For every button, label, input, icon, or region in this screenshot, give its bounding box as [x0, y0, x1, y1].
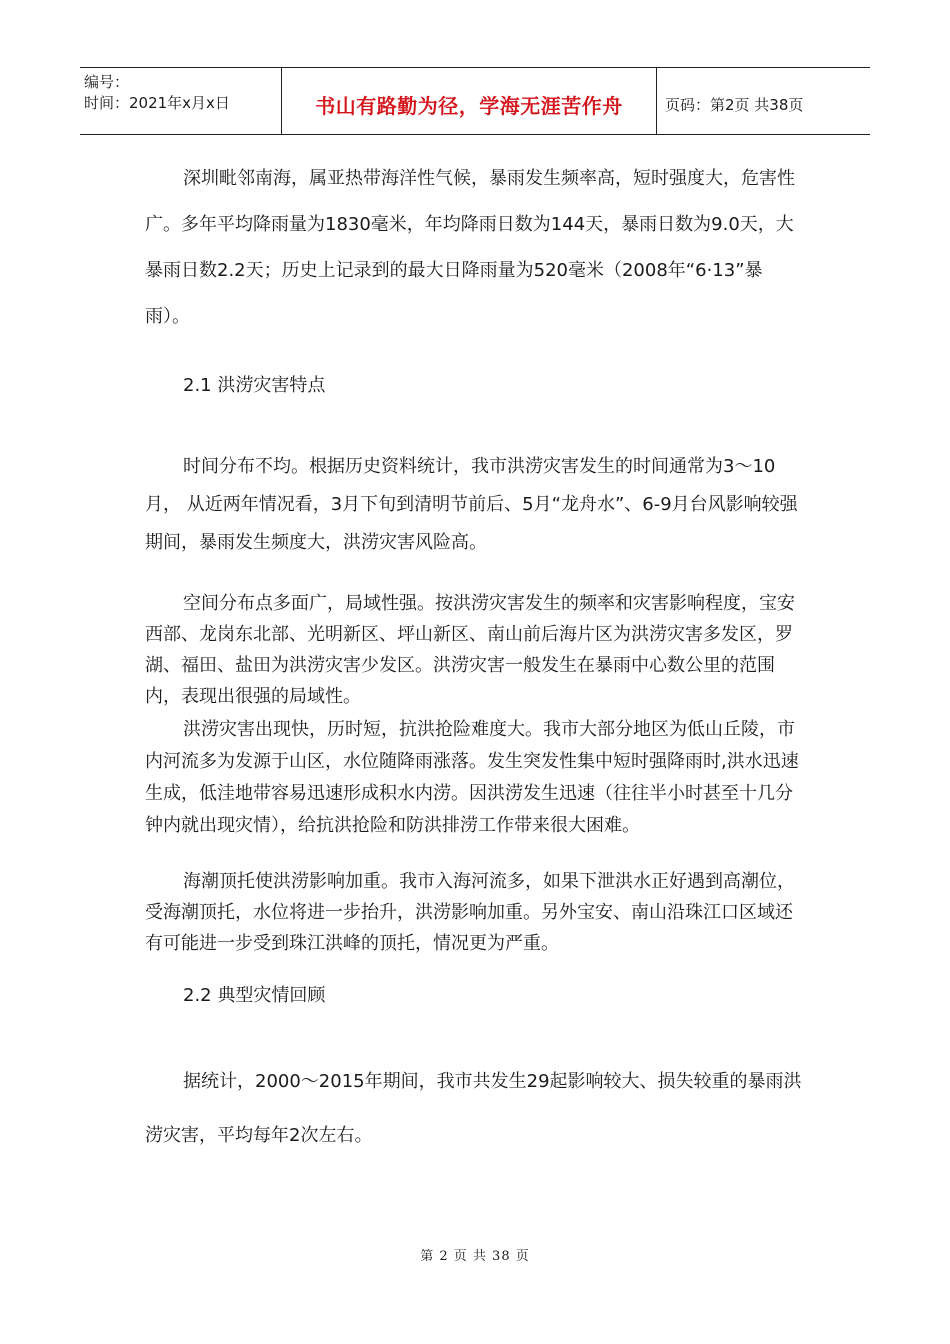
page-header: [80, 67, 870, 135]
paragraph-spatial-distribution: 空间分布点多面广，局域性强。按洪涝灾害发生的频率和灾害影响程度，宝安西部、龙岗东北部、光明新区、坪山新区、南山前后海片区为洪涝灾害多发区，罗湖、福田、盐田为洪涝灾害少发区。洪涝灾害一般发生在暴雨中心数公里的范围内，表现出很强的局域性。: [145, 593, 795, 707]
section-heading-2-1: 2.1 洪涝灾害特点: [183, 375, 326, 396]
paragraph-rapid-onset: 洪涝灾害出现快，历时短，抗洪抢险难度大。我市大部分地区为低山丘陵，市内河流多为发源于山区，水位随降雨涨落。发生突发性集中短时强降雨时,洪水迅速生成，低洼地带容易迅速形成积水内涝。因洪涝发生迅速（往往半小时甚至十几分钟内就出现灾情），给抗洪抢险和防洪排涝工作带来很大困难。: [145, 719, 799, 836]
document-number: 编号：: [84, 73, 130, 91]
section-heading-2-2: 2.2 典型灾情回顾: [183, 985, 326, 1006]
header-meta: [80, 68, 282, 134]
paragraph-time-distribution: 时间分布不均。根据历史资料统计，我市洪涝灾害发生的时间通常为3～10月， 从近两年情况看，3月下旬到清明节前后、5月“龙舟水”、6-9月台风影响较强期间，暴雨发生频度大，洪涝灾害风险高。: [145, 456, 798, 553]
paragraph-statistics: 据统计，2000～2015年期间，我市共发生29起影响较大、损失较重的暴雨洪涝灾害，平均每年2次左右。: [145, 1071, 802, 1146]
paragraph-climate: 深圳毗邻南海，属亚热带海洋性气候，暴雨发生频率高，短时强度大，危害性广。多年平均降雨量为1830毫米，年均降雨日数为144天，暴雨日数为9.0天，大暴雨日数2.2天；历史上记录到的最大日降雨量为520毫米（2008年“6·13”暴雨）。: [145, 168, 795, 327]
paragraph-tide-effect: 海潮顶托使洪涝影响加重。我市入海河流多，如果下泄洪水正好遇到高潮位，受海潮顶托，水位将进一步抬升，洪涝影响加重。另外宝安、南山沿珠江口区域还有可能进一步受到珠江洪峰的顶托，情况更为严重。: [145, 871, 795, 954]
header-page-number: 页码：第2页 共38页: [665, 95, 804, 114]
page-footer: 第 2 页 共 38 页: [420, 1249, 530, 1264]
document-date: 时间：2021年x月x日: [84, 94, 230, 112]
header-slogan: 书山有路勤为径，学海无涯苦作舟: [282, 68, 657, 134]
